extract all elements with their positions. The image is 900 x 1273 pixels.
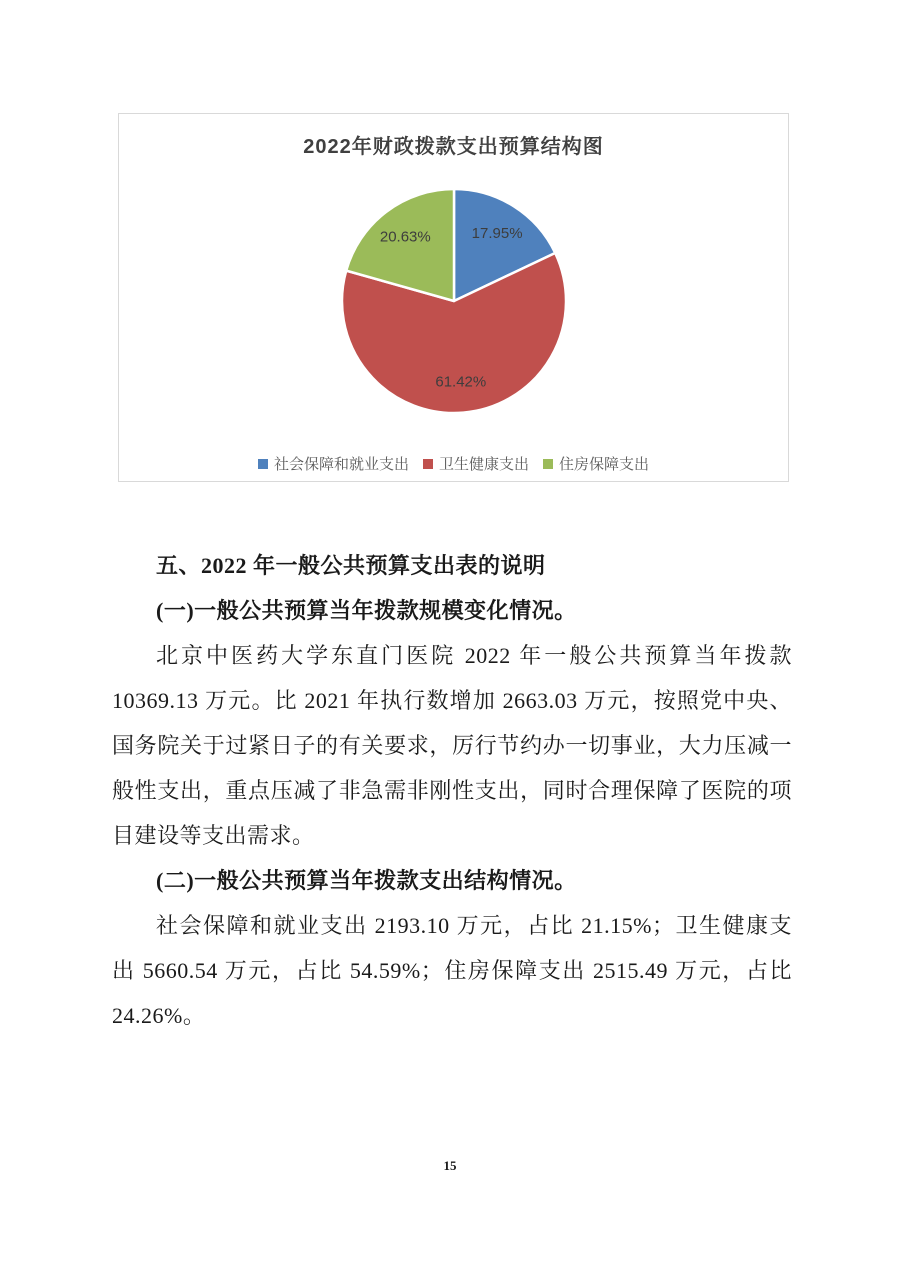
pie-label-0: 17.95% [471, 224, 523, 242]
legend-label: 住房保障支出 [559, 456, 650, 473]
subsection-heading-1: (一)一般公共预算当年拨款规模变化情况。 [156, 598, 577, 623]
legend-label: 卫生健康支出 [438, 456, 529, 473]
legend-swatch-icon [543, 459, 553, 469]
legend-swatch-icon [258, 459, 268, 469]
budget-structure-chart [118, 113, 789, 482]
paragraph-expenditure-structure: 社会保障和就业支出 2193.10 万元，占比 21.15%；卫生健康支出 5660.54 万元，占比 54.59%；住房保障支出 2515.49 万元，占比 24.26%。 [112, 913, 792, 1028]
document-body [112, 543, 792, 1038]
pie-chart [336, 183, 572, 419]
legend-label: 社会保障和就业支出 [273, 456, 409, 473]
pie-label-1: 61.42% [435, 373, 487, 391]
legend-item-0 [258, 453, 409, 474]
pie-label-2: 20.63% [379, 228, 431, 246]
legend-item-2 [543, 453, 649, 474]
chart-legend [119, 453, 788, 474]
legend-swatch-icon [423, 459, 433, 469]
paragraph-appropriation-scale: 北京中医药大学东直门医院 2022 年一般公共预算当年拨款 10369.13 万元。比 2021 年执行数增加 2663.03 万元，按照党中央、国务院关于过紧日子的有关要求，厉行节约办一切事业，大力压减一般性支出，重点压减了非急需非刚性支出，同时合理保障了医院的项目建设等支出需求。 [112, 643, 792, 848]
legend-item-1 [423, 453, 529, 474]
section-heading: 五、2022 年一般公共预算支出表的说明 [156, 553, 546, 578]
subsection-heading-2: (二)一般公共预算当年拨款支出结构情况。 [156, 868, 577, 893]
chart-title: 2022年财政拨款支出预算结构图 [303, 136, 604, 158]
page-number: 15 [443, 1158, 457, 1173]
